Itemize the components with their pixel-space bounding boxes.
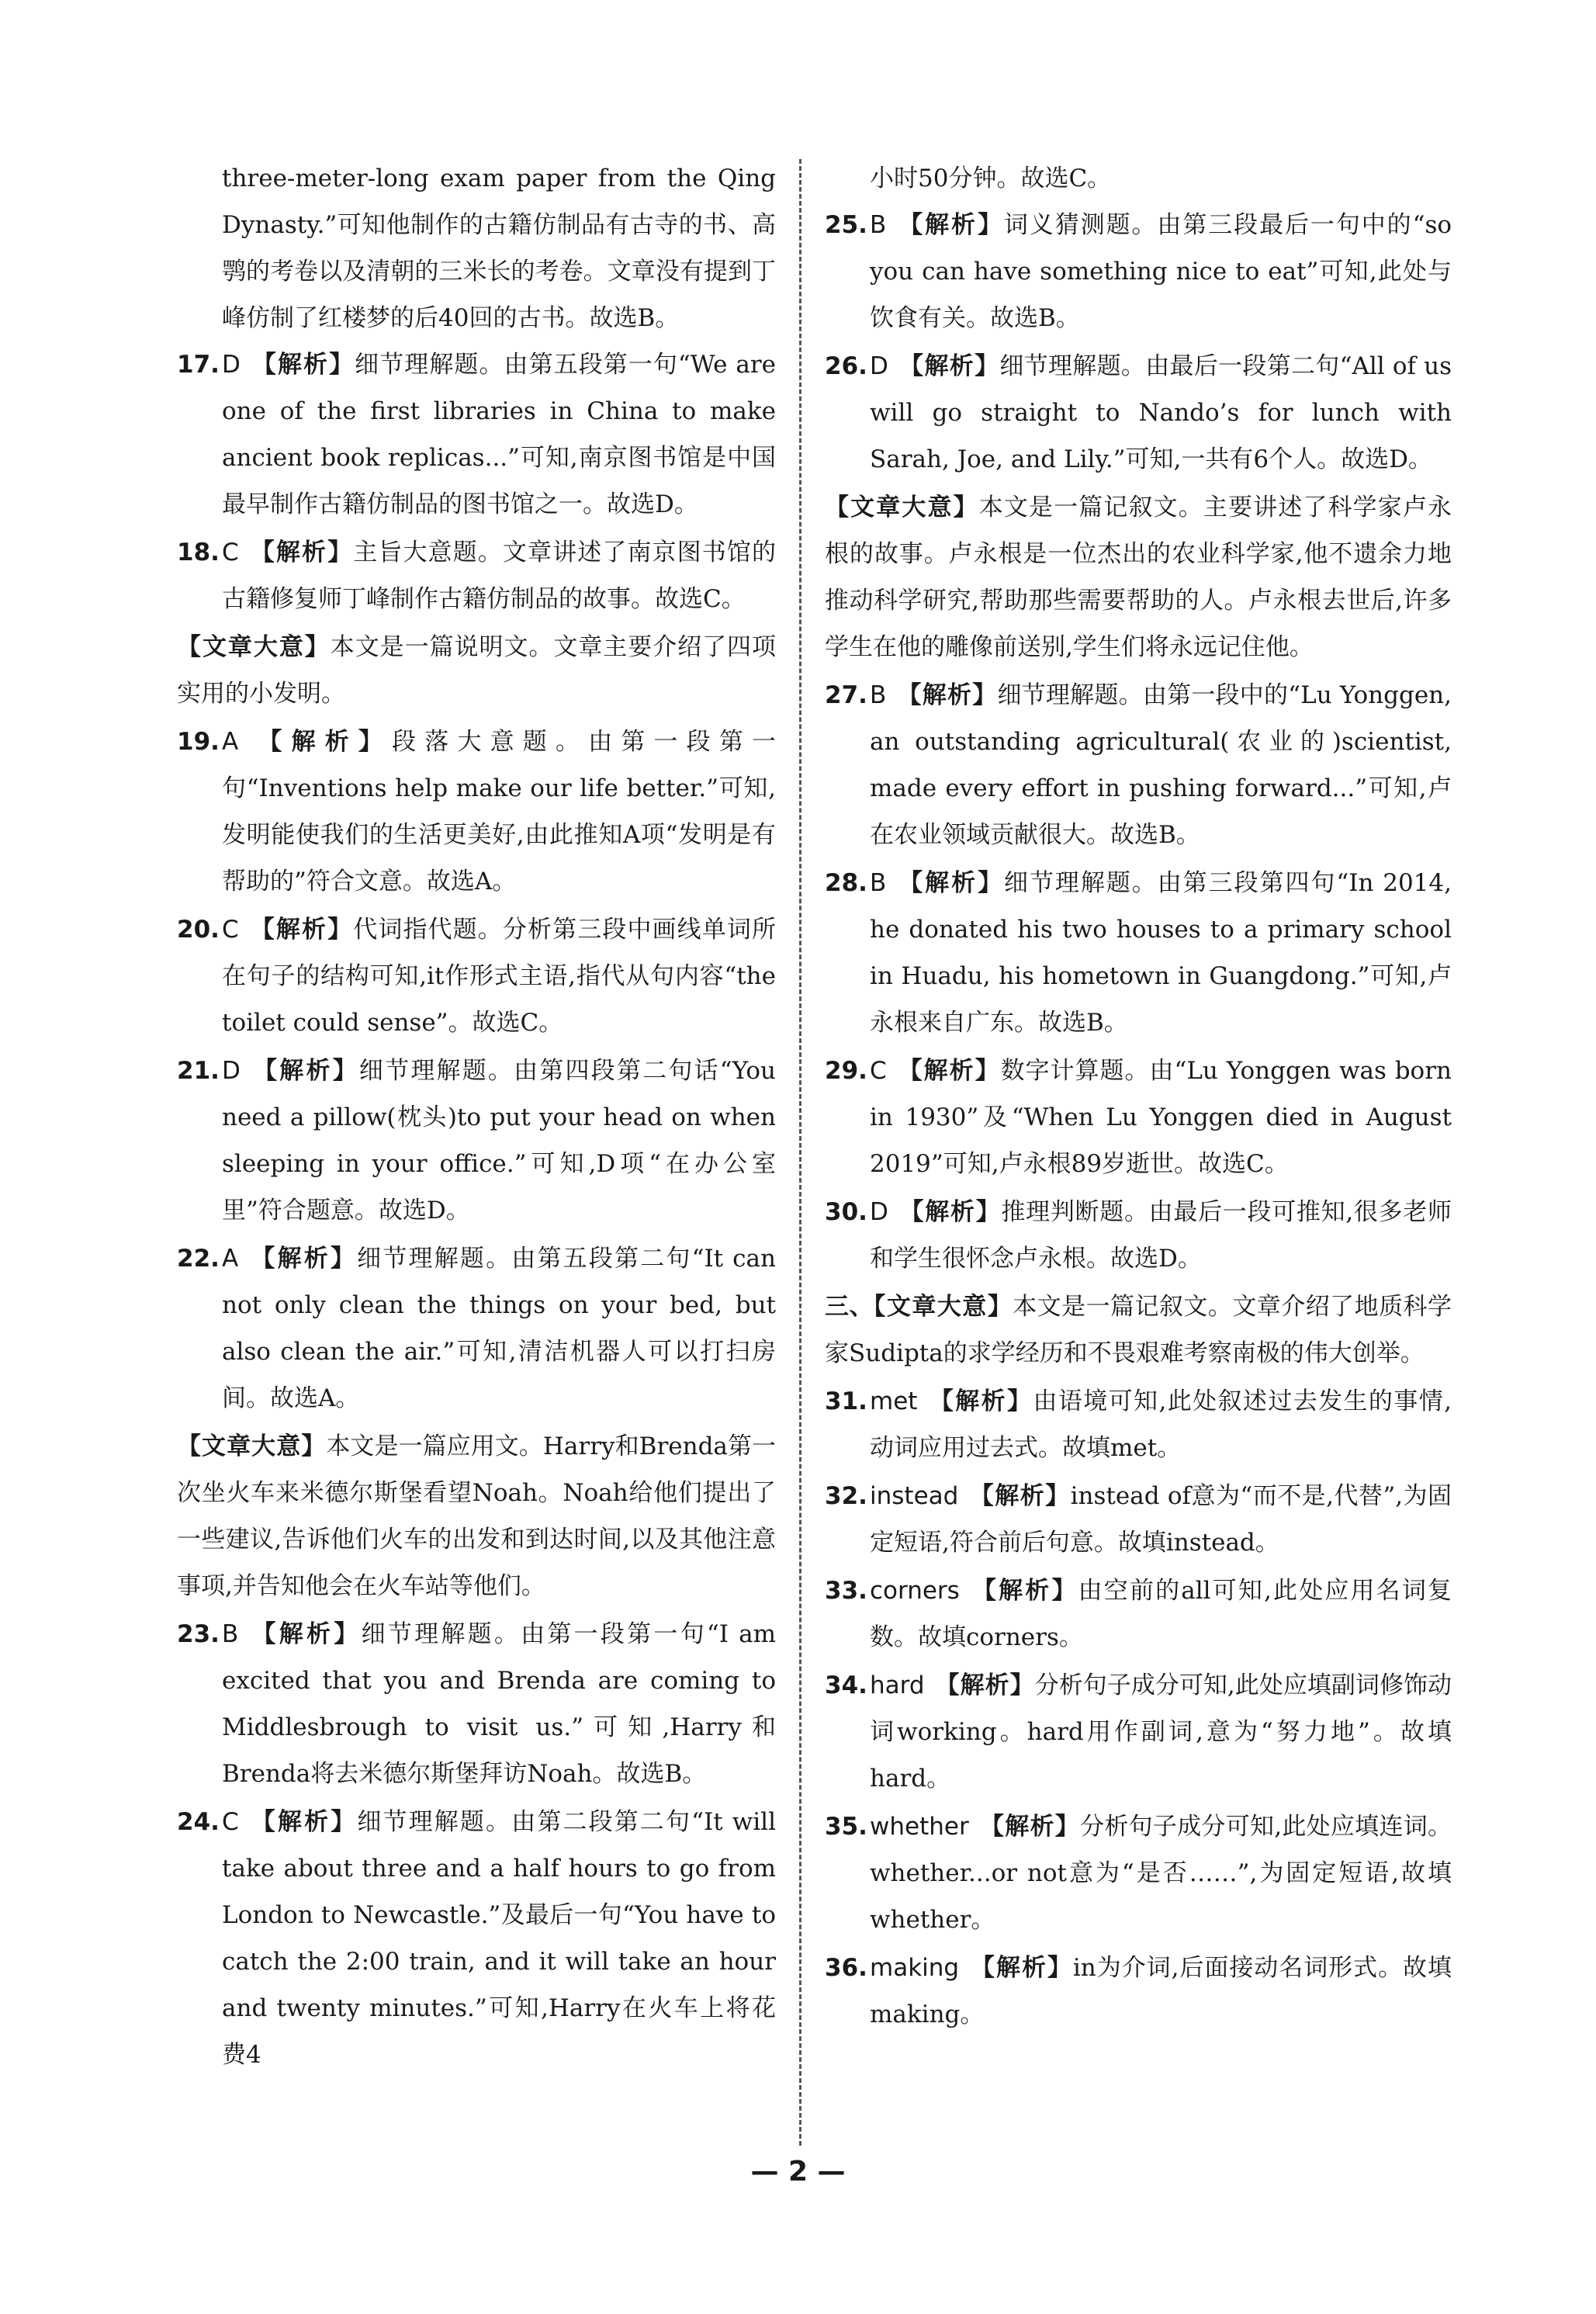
question-20: 20. C 【解析】代词指代题。分析第三段中画线单词所在句子的结构可知,it作形式主语,指代从句内容“the toilet could sense”。故选C。 bbox=[177, 916, 777, 1037]
page-number: — 2 — bbox=[750, 2156, 846, 2188]
question-33: 33. corners 【解析】由空前的all可知,此处应用名词复数。故填corners。 bbox=[825, 1577, 1452, 1651]
question-36: 36. making 【解析】in为介词,后面接动名词形式。故填making。 bbox=[825, 1954, 1452, 2028]
question-32: 32. instead 【解析】instead of意为“而不是,代替”,为固定短语,符合前后句意。故填instead。 bbox=[825, 1482, 1452, 1557]
question-23: 23. B 【解析】细节理解题。由第一段第一句“I am excited that you and Brenda are coming to Middlesbrough to visit us.”可知,Harry和Brenda将去米德尔斯堡拜访Noah。故选B。 bbox=[177, 1620, 777, 1788]
left-column bbox=[177, 155, 776, 2080]
q16-continuation: three-meter-long exam paper from the Qing Dynasty.”可知他制作的古籍仿制品有古寺的书、高鹗的考卷以及清朝的三米长的考卷。文章没有提到丁峰仿制了红楼梦的后40回的古书。故选B。 bbox=[222, 165, 776, 332]
question-27: 27. B 【解析】细节理解题。由第一段中的“Lu Yonggen, an outstanding agricultural(农业的)scientist, made every effort in pushing forward...”可知,卢在农业领域贡献很大。故选B。 bbox=[825, 681, 1452, 849]
question-21: 21. D 【解析】细节理解题。由第四段第二句话“You need a pillow(枕头)to put your head on when sleeping in your office.”可知,D项“在办公室里”符合题意。故选D。 bbox=[177, 1057, 777, 1225]
question-31: 31. met 【解析】由语境可知,此处叙述过去发生的事情,动词应用过去式。故填met。 bbox=[825, 1387, 1452, 1462]
question-25: 25. B 【解析】词义猜测题。由第三段最后一句中的“so you can have something nice to eat”可知,此处与饮食有关。故选B。 bbox=[825, 211, 1452, 332]
article-summary-3: 【文章大意】本文是一篇应用文。Harry和Brenda第一次坐火车来米德尔斯堡看望Noah。Noah给他们提出了一些建议,告诉他们火车的出发和到达时间,以及其他注意事项,并告知他会在火车站等他们。 bbox=[177, 1432, 777, 1600]
article-summary-5: 三、【文章大意】本文是一篇记叙文。文章介绍了地质科学家Sudipta的求学经历和不畏艰难考察南极的伟大创举。 bbox=[825, 1293, 1452, 1367]
right-column bbox=[825, 155, 1452, 2039]
question-22: 22. A 【解析】细节理解题。由第五段第二句“It can not only clean the things on your bed, but also clean the air.”可知,清洁机器人可以打扫房间。故选A。 bbox=[177, 1245, 776, 1412]
question-19: 19. A 【解析】段落大意题。由第一段第一句“Inventions help make our life better.”可知,发明能使我们的生活更美好,由此推知A项“发明是有帮助的”符合文意。故选A。 bbox=[177, 728, 777, 895]
column-divider bbox=[799, 159, 801, 2146]
question-34: 34. hard 【解析】分析句子成分可知,此处应填副词修饰动词working。hard用作副词,意为“努力地”。故填hard。 bbox=[825, 1671, 1452, 1793]
q24-continuation: 小时50分钟。故选C。 bbox=[870, 165, 1112, 192]
question-29: 29. C 【解析】数字计算题。由“Lu Yonggen was born in 1930”及“When Lu Yonggen died in August 2019”可知,卢永根89岁逝世。故选C。 bbox=[825, 1057, 1452, 1178]
question-28: 28. B 【解析】细节理解题。由第三段第四句“In 2014, he donated his two houses to a primary school in Huadu, his hometown in Guangdong.”可知,卢永根来自广东。故选B。 bbox=[825, 869, 1452, 1037]
question-18: 18. C 【解析】主旨大意题。文章讲述了南京图书馆的古籍修复师丁峰制作古籍仿制品的故事。故选C。 bbox=[177, 539, 777, 613]
question-26: 26. D 【解析】细节理解题。由最后一段第二句“All of us will go straight to Nando’s for lunch with Sarah, Joe, and Lily.”可知,一共有6个人。故选D。 bbox=[825, 352, 1452, 473]
question-35: 35. whether 【解析】分析句子成分可知,此处应填连词。whether...or not意为“是否……”,为固定短语,故填whether。 bbox=[825, 1813, 1452, 1934]
article-summary-2: 【文章大意】本文是一篇说明文。文章主要介绍了四项实用的小发明。 bbox=[177, 633, 777, 708]
article-summary-4: 【文章大意】本文是一篇记叙文。主要讲述了科学家卢永根的故事。卢永根是一位杰出的农业科学家,他不遗余力地推动科学研究,帮助那些需要帮助的人。卢永根去世后,许多学生在他的雕像前送别,学生们将永远记住他。 bbox=[825, 494, 1452, 661]
question-17: 17. D 【解析】细节理解题。由第五段第一句“We are one of the first libraries in China to make ancient book replicas...”可知,南京图书馆是中国最早制作古籍仿制品的图书馆之一。故选D。 bbox=[177, 351, 777, 518]
question-30: 30. D 【解析】推理判断题。由最后一段可推知,很多老师和学生很怀念卢永根。故选D。 bbox=[825, 1198, 1452, 1273]
question-24: 24. C 【解析】细节理解题。由第二段第二句“It will take about three and a half hours to go from London to Newcastle.”及最后一句“You have to catch the 2:00 train, and it will take an hour and twenty minutes.”可知,Harry在火车上将花费4 bbox=[177, 1808, 776, 2069]
